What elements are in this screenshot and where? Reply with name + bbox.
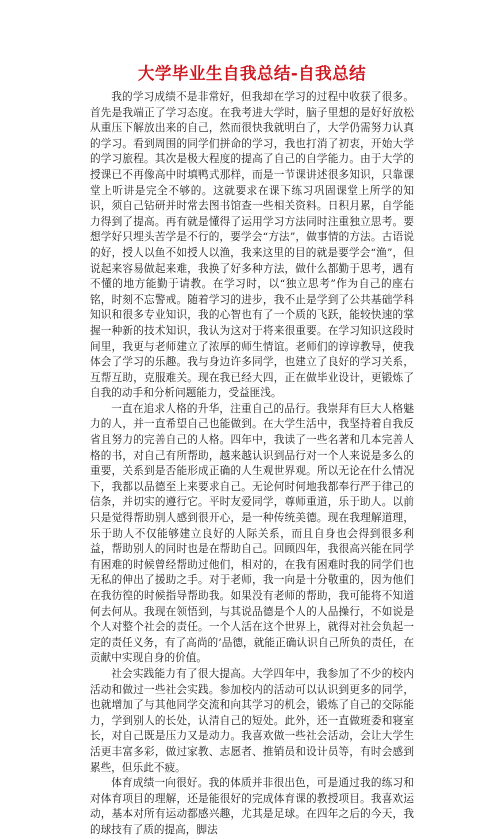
document-body bbox=[90, 90, 414, 839]
paragraph-social-practice: 社会实践能力有了很大提高。大学四年中，我参加了不少的校内活动和做过一些社会实践。参加校内的活动可以认识到更多的同学，也就增加了与其他同学交流和向其学习的机会，锻炼了自己的交际能力，学到别人的长处，认清自己的短处。此外，还一直做班委和寝室长，对自己既是压力又是动力。我喜欢做一些社会活动，会让大学生活更丰富多彩，做过家教、志愿者、推销员和设计员等，有时会感到累些，但乐此不疲。 bbox=[90, 667, 414, 774]
paragraph-study: 我的学习成绩不是非常好，但我却在学习的过程中收获了很多。首先是我端正了学习态度。在我考进大学时，脑子里想的是好好放松从重压下解放出来的自己，然而很快我就明白了，大学仍需努力认真的学习。看到周围的同学们拼命的学习，我也打消了初衷，开始大学的学习旅程。其次是极大程度的提高了自己的自学能力。由于大学的授课已不再像高中时填鸭式那样，而是一节课讲述很多知识，只靠课堂上听讲是完全不够的。这就要求在课下练习巩固课堂上所学的知识，须自己钻研并时常去图书馆查一些相关资料。日积月累，自学能力得到了提高。再有就是懂得了运用学习方法同时注重独立思考。要想学好只埋头苦学是不行的，要学会“方法”，做事情的方法。古语说的好，授人以鱼不如授人以渔，我来这里的目的就是要学会“渔”，但说起来容易做起来难，我换了好多种方法，做什么都勤于思考，遇有不懂的地方能勤于请教。在学习时，以“独立思考”作为自己的座右铭，时刻不忘警戒。随着学习的进步，我不止是学到了公共基础学科知识和很多专业知识，我的心智也有了一个质的飞跃，能较快速的掌握一种新的技术知识，我认为这对于将来很重要。在学习知识这段时间里，我更与老师建立了浓厚的师生情谊。老师们的谆谆教导，使我体会了学习的乐趣。我与身边许多同学，也建立了良好的学习关系，互帮互助，克服难关。现在我已经大四，正在做毕业设计，更锻炼了自我的动手和分析问题能力，受益匪浅。 bbox=[90, 91, 414, 400]
document-title: 大学毕业生自我总结-自我总结 bbox=[137, 64, 367, 83]
paragraph-sports: 体育成绩一向很好。我的体质并非很出色，可是通过我的练习和对体育项目的理解，还是能很好的完成体育课的教授项目。我喜欢运动，基本对所有运动都感兴趣，尤其是足球。在四年之后的今天，我的球技有了质的提高，脚法 bbox=[90, 777, 414, 836]
paragraph-character: 一直在追求人格的升华，注重自己的品行。我崇拜有巨大人格魅力的人，并一直希望自己也能做到。在大学生活中，我坚持着自我反省且努力的完善自己的人格。四年中，我读了一些名著和几本完善人格的书，对自己有所帮助，越来越认识到品行对一个人来说是多么的重要，关系到是否能形成正确的人生观世界观。所以无论在什么情况下，我都以品德至上来要求自己。无论何时何地我都奉行严于律己的信条，并切实的遵行它。平时友爱同学，尊师重道，乐于助人。以前只是觉得帮助别人感到很开心，是一种传统美德。现在我理解道理，乐于助人不仅能够建立良好的人际关系，而且自身也会得到很多利益，帮助别人的同时也是在帮助自己。回顾四年，我很高兴能在同学有困难的时候曾经帮助过他们，相对的，在我有困难时我的同学们也无私的伸出了援助之手。对于老师，我一向是十分敬重的，因为他们在我彷徨的时候指导帮助我。如果没有老师的帮助，我可能将不知道何去何从。我现在领悟到，与其说品德是个人的人品操行，不如说是个人对整个社会的责任。一个人活在这个世界上，就得对社会负起一定的责任义务，有了高尚的’品德，就能正确认识自己所负的责任，在贡献中实现自身的价值。 bbox=[90, 402, 414, 665]
